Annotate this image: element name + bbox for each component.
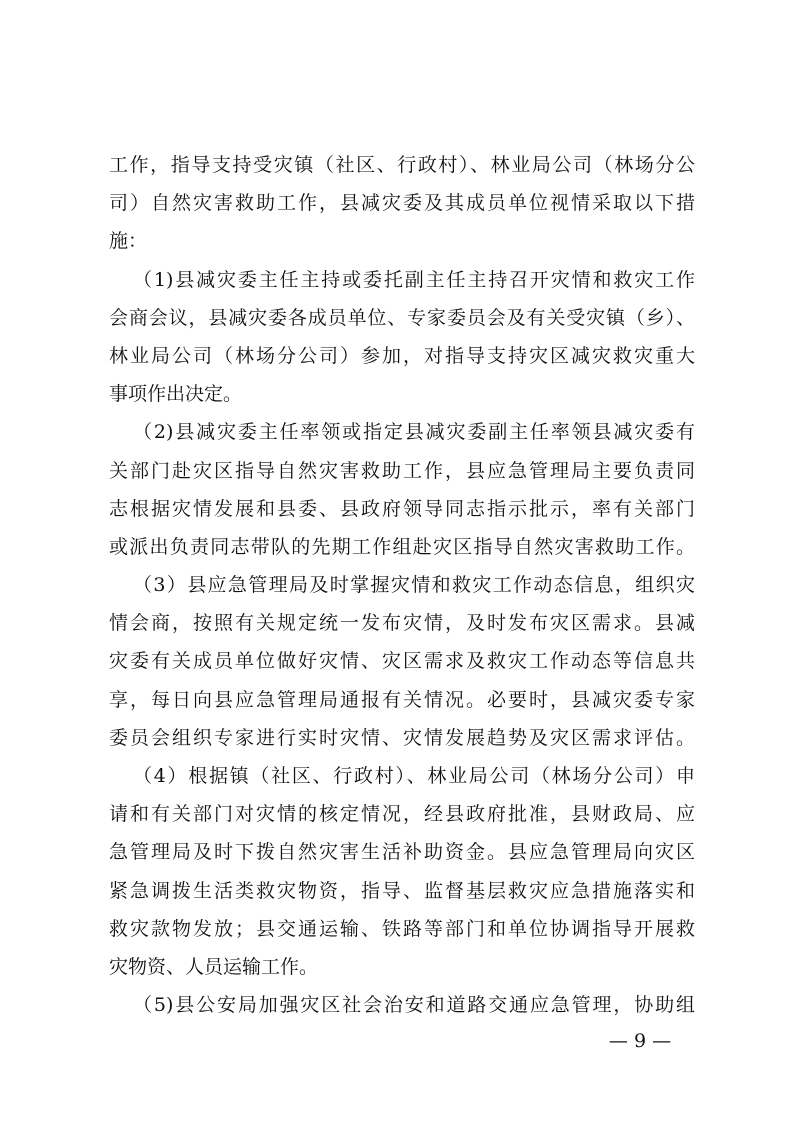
text-line: 林业局公司（林场分公司）参加，对指导支持灾区减灾救灾重大 [109, 344, 695, 367]
paragraph-1-line: （1)县减灾委主任主持或委托副主任主持召开灾情和救灾工作 [133, 268, 695, 291]
text-line: 会商会议，县减灾委各成员单位、专家委员会及有关受灾镇（乡）、 [109, 306, 695, 329]
text-line: 情会商，按照有关规定统一发布灾情，及时发布灾区需求。县减 [109, 612, 695, 635]
text-line: 施： [109, 230, 148, 253]
text-line: 急管理局及时下拨自然灾害生活补助资金。县应急管理局向灾区 [109, 841, 695, 864]
text-line: 紧急调拨生活类救灾物资，指导、监督基层救灾应急措施落实和 [109, 879, 695, 902]
text-line: 工作，指导支持受灾镇（社区、行政村）、林业局公司（林场分公 [109, 154, 695, 176]
paragraph-3-line: （3）县应急管理局及时掌握灾情和救灾工作动态信息，组织灾 [133, 574, 695, 597]
body-text [109, 146, 695, 1024]
text-line: 志根据灾情发展和县委、县政府领导同志指示批示，率有关部门 [109, 497, 695, 520]
text-line: 享，每日向县应急管理局通报有关情况。必要时，县减灾委专家 [109, 688, 695, 711]
text-line: 委员会组织专家进行实时灾情、灾情发展趋势及灾区需求评估。 [109, 726, 695, 749]
paragraph-2-line: （2)县减灾委主任率领或指定县减灾委副主任率领县减灾委有 [133, 421, 695, 444]
text-line: 请和有关部门对灾情的核定情况，经县政府批准，县财政局、应 [109, 803, 695, 826]
text-line: 关部门赴灾区指导自然灾害救助工作，县应急管理局主要负责同 [109, 459, 695, 482]
text-line: 或派出负责同志带队的先期工作组赴灾区指导自然灾害救助工作。 [109, 535, 695, 558]
text-line: 司）自然灾害救助工作，县减灾委及其成员单位视情采取以下措 [109, 192, 695, 215]
text-line: 灾物资、人员运输工作。 [109, 955, 319, 978]
text-line: 救灾款物发放；县交通运输、铁路等部门和单位协调指导开展救 [109, 917, 695, 940]
paragraph-5-line: （5)县公安局加强灾区社会治安和道路交通应急管理，协助组 [133, 994, 695, 1017]
page-number: — 9 — [608, 1030, 672, 1052]
paragraph-4-line: （4）根据镇（社区、行政村）、林业局公司（林场分公司）申 [133, 765, 695, 787]
text-line: 事项作出决定。 [109, 383, 243, 406]
text-line: 灾委有关成员单位做好灾情、灾区需求及救灾工作动态等信息共 [109, 650, 695, 673]
